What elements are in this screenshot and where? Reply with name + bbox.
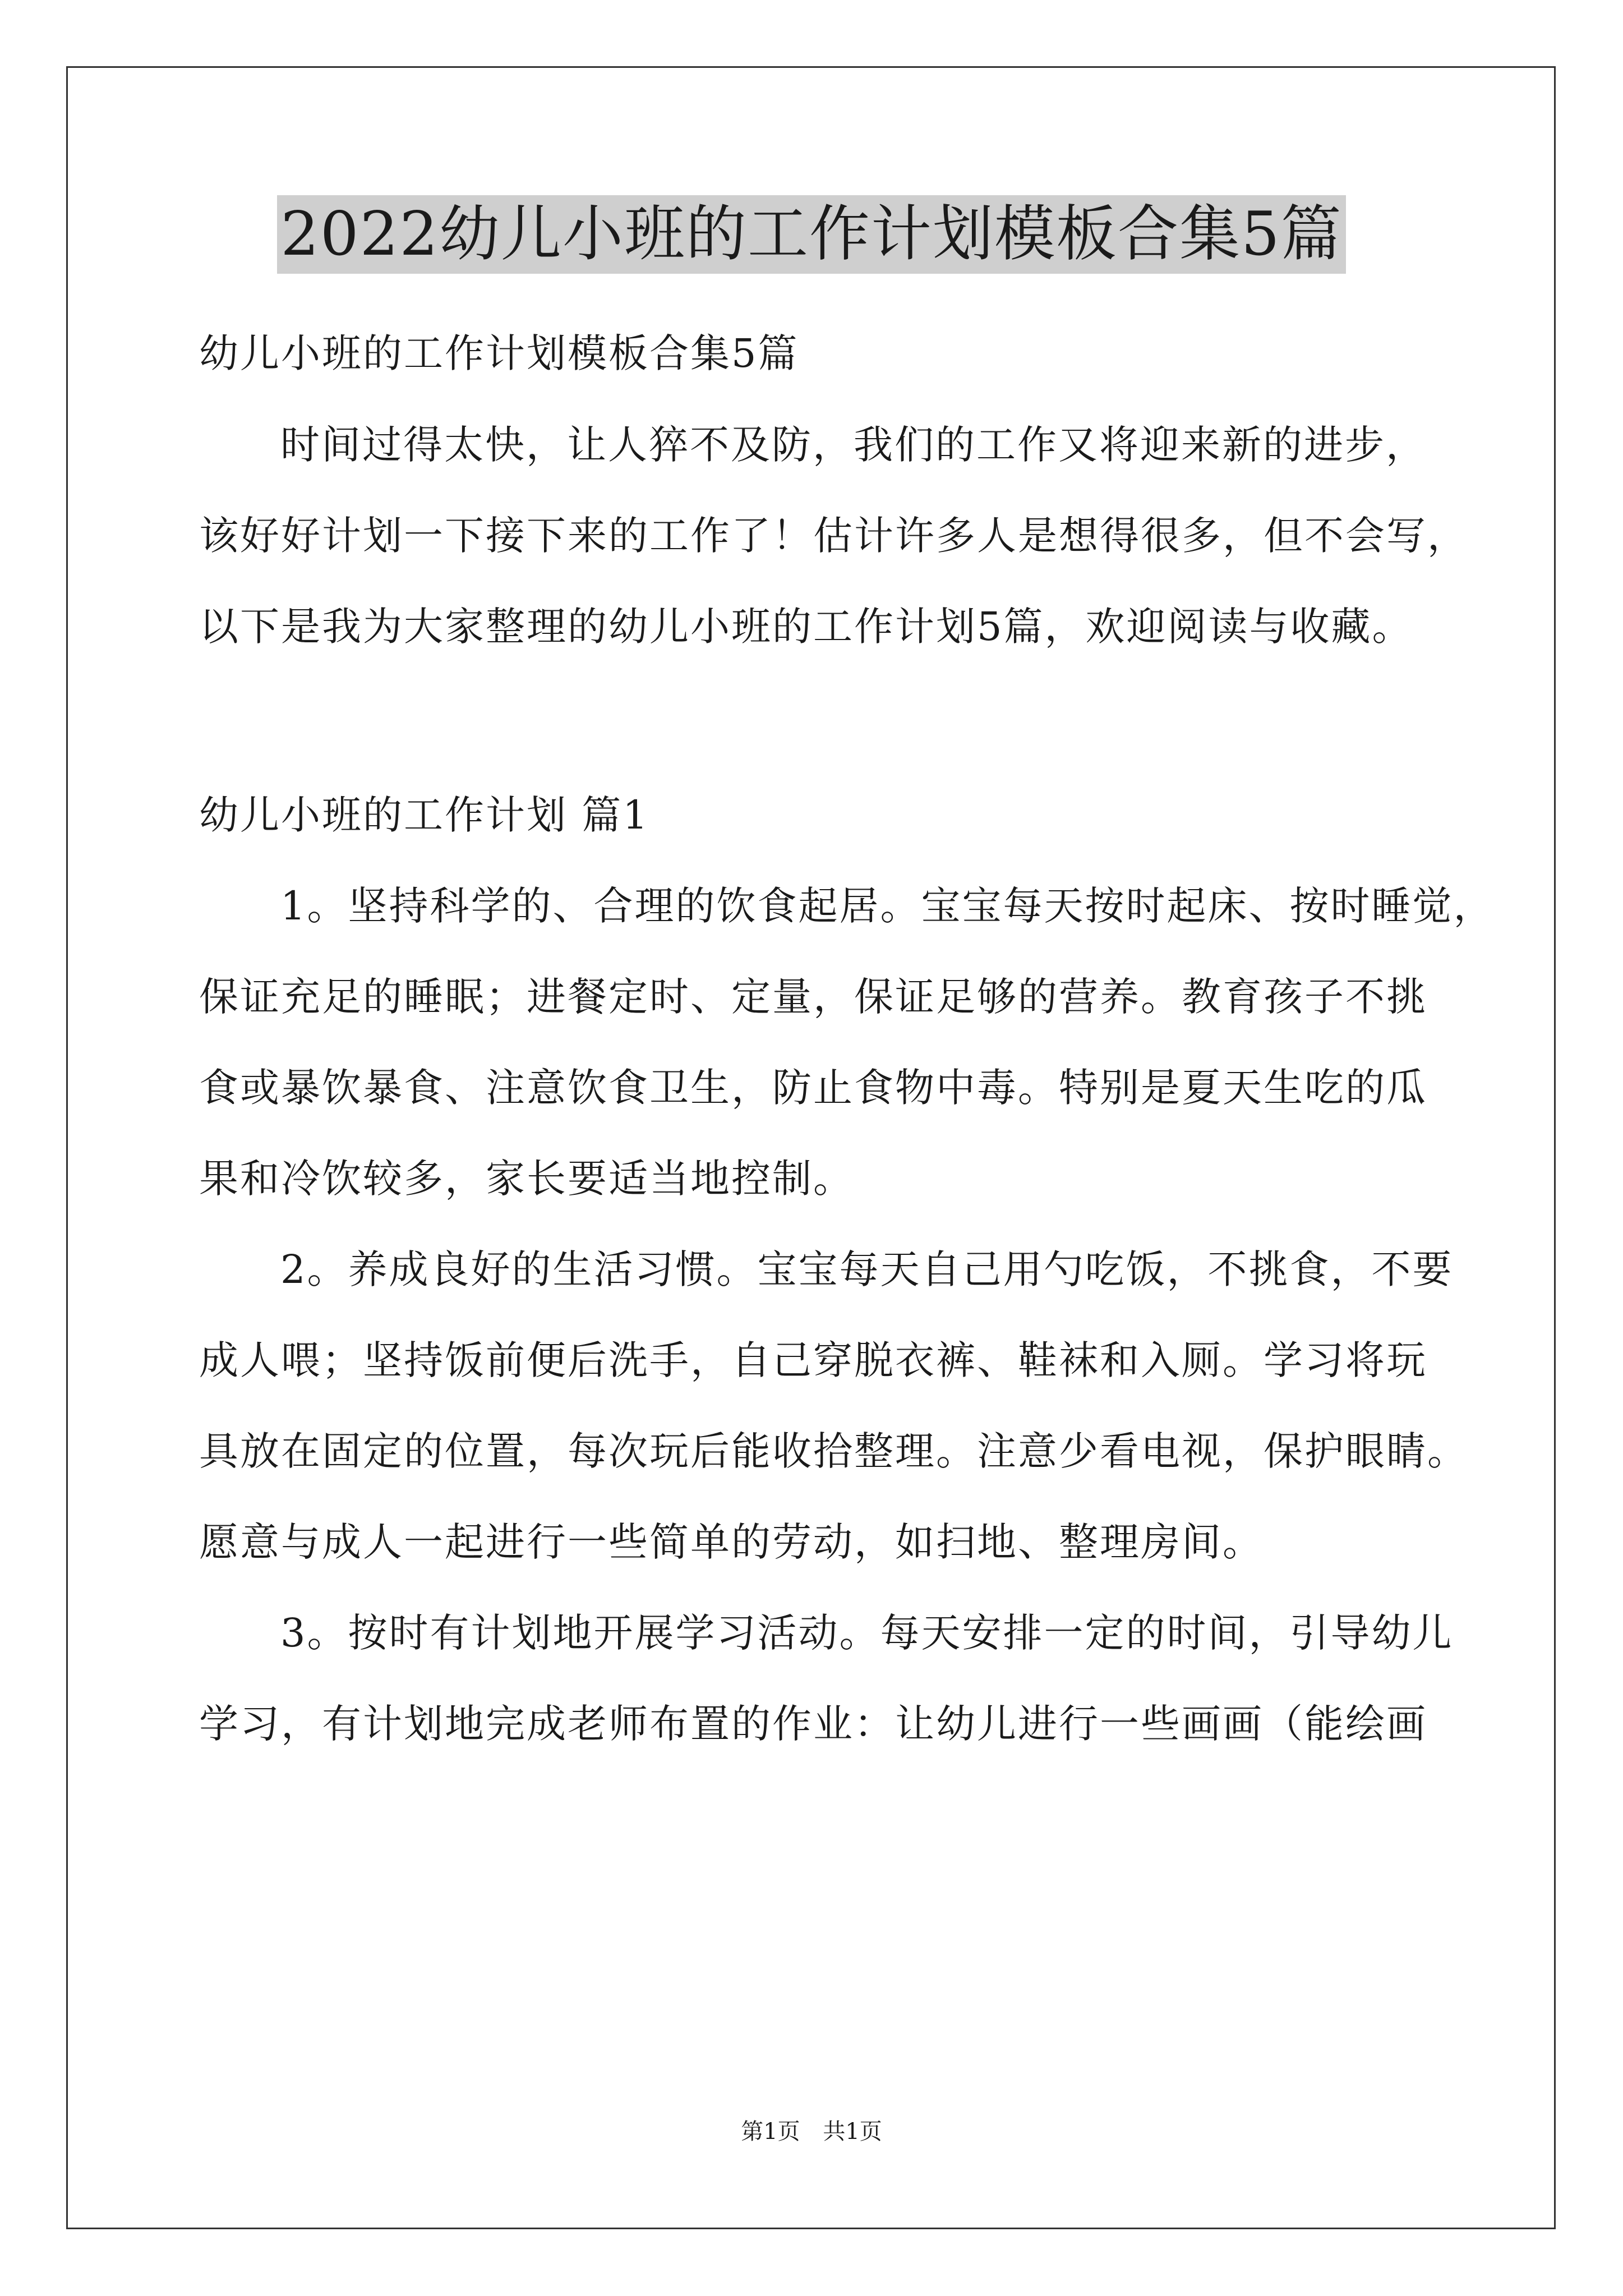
page-number: 第1页 [741,2119,800,2145]
paragraph2-line-3: 具放在固定的位置，每次玩后能收拾整理。注意少看电视，保护眼睛。 [199,1428,1468,1474]
page-border [66,66,1556,2229]
document-subtitle: 幼儿小班的工作计划模板合集5篇 [199,330,799,376]
page-footer [0,2118,1623,2146]
intro-line-2: 该好好计划一下接下来的工作了！估计许多人是想得很多，但不会写， [199,513,1468,559]
paragraph2-line-2: 成人喂；坚持饭前便后洗手，自己穿脱衣裤、鞋袜和入厕。学习将玩 [199,1337,1427,1383]
paragraph3-line-1: 3。按时有计划地开展学习活动。每天安排一定的时间，引导幼儿 [280,1610,1454,1656]
paragraph3-line-2: 学习，有计划地完成老师布置的作业：让幼儿进行一些画画（能绘画 [199,1701,1427,1747]
paragraph2-line-1: 2。养成良好的生活习惯。宝宝每天自己用勺吃饭，不挑食，不要 [280,1246,1454,1292]
section-heading: 幼儿小班的工作计划 篇1 [199,792,649,838]
paragraph1-line-4: 果和冷饮较多，家长要适当地控制。 [199,1156,854,1202]
page-total: 共1页 [823,2119,882,2145]
document-title: 2022幼儿小班的工作计划模板合集5篇 [277,195,1346,274]
paragraph1-line-3: 食或暴饮暴食、注意饮食卫生，防止食物中毒。特别是夏天生吃的瓜 [199,1065,1427,1111]
paragraph1-line-1: 1。坚持科学的、合理的饮食起居。宝宝每天按时起床、按时睡觉， [280,883,1495,929]
paragraph1-line-2: 保证充足的睡眠；进餐定时、定量，保证足够的营养。教育孩子不挑 [199,974,1427,1020]
title-container [0,195,1623,274]
intro-line-3: 以下是我为大家整理的幼儿小班的工作计划5篇，欢迎阅读与收藏。 [199,604,1413,650]
intro-line-1: 时间过得太快，让人猝不及防，我们的工作又将迎来新的进步， [280,422,1427,468]
paragraph2-line-4: 愿意与成人一起进行一些简单的劳动，如扫地、整理房间。 [199,1519,1264,1565]
